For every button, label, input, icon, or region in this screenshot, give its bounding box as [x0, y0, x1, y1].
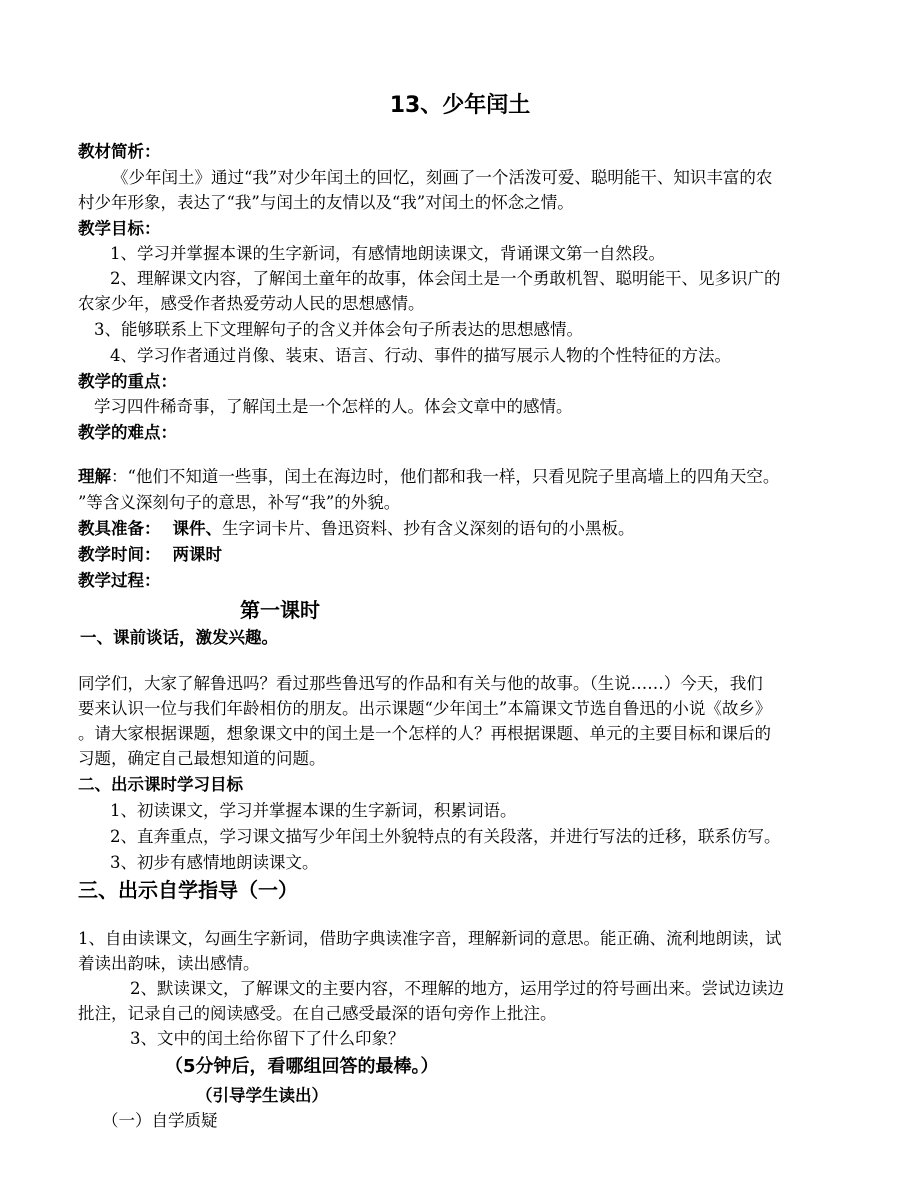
guide-2-line1: 2、默读课文，了解课文的主要内容，不理解的地方，运用学过的符号画出来。尝试边读边 [130, 979, 784, 998]
page-title: 13、少年闰土 [389, 93, 531, 118]
lesson1-heading: 第一课时 [240, 598, 320, 622]
note-guide-students: （引导学生读出） [196, 1086, 328, 1105]
intro-para-line1: 同学们，大家了解鲁迅吗？看过那些鲁迅写的作品和有关与他的故事。（生说……）今天，我们 [78, 674, 763, 693]
time-value: 两课时 [172, 545, 222, 564]
objective-3: 3、初步有感情地朗读课文。 [110, 853, 319, 872]
goals-label: 教学目标： [78, 219, 161, 238]
tools-label: 教具准备： [78, 519, 161, 538]
analysis-label: 教材简析： [78, 142, 161, 161]
tools-rest: 生字词卡片、鲁迅资料、抄有含义深刻的语句的小黑板。 [222, 519, 635, 538]
guide-1-line2: 着读出韵味，读出感情。 [78, 954, 260, 973]
difficulties-line2: ”等含义深刻句子的意思，补写“我”的外貌。 [78, 493, 401, 512]
section1-heading: 一、课前谈话，激发兴趣。 [80, 628, 278, 647]
note-five-minutes: （5分钟后，看哪组回答的最棒。） [165, 1056, 439, 1077]
analysis-text-line1: 《少年闰土》通过“我”对少年闰土的回忆，刻画了一个活泼可爱、聪明能干、知识丰富的农 [112, 168, 773, 187]
goal-1: 1、学习并掌握本课的生字新词，有感情地朗读课文，背诵课文第一自然段。 [110, 244, 665, 263]
tools-line [78, 517, 635, 541]
guide-1-line1: 1、自由读课文，勾画生字新词，借助字典读准字音，理解新词的意思。能正确、流利地朗读，试 [78, 929, 782, 948]
tools-first: 课件、 [172, 519, 222, 538]
time-label: 教学时间： [78, 545, 161, 564]
goal-4: 4、学习作者通过肖像、装束、语言、行动、事件的描写展示人物的个性特征的方法。 [110, 346, 731, 365]
intro-para-line4: 习题，确定自己最想知道的问题。 [78, 749, 326, 768]
guide-2-line2: 批注，记录自己的阅读感受。在自己感受最深的语句旁作上批注。 [78, 1004, 557, 1023]
difficulties-line1 [78, 465, 779, 489]
subsection-self-study: （一）自学质疑 [102, 1111, 218, 1130]
guide-3: 3、文中的闰土给你留下了什么印象？ [130, 1029, 405, 1048]
key-points-label: 教学的重点： [78, 372, 177, 391]
difficulties-text-1: ：“他们不知道一些事，闰土在海边时，他们都和我一样，只看见院子里高墙上的四角天空。 [111, 467, 780, 486]
key-points-text: 学习四件稀奇事，了解闰土是一个怎样的人。体会文章中的感情。 [94, 397, 573, 416]
goal-2-line1: 2、理解课文内容，了解闰土童年的故事，体会闰土是一个勇敢机智、聪明能干、见多识广的 [110, 269, 781, 288]
understand-label: 理解 [78, 467, 111, 486]
section3-heading: 三、出示自学指导（一） [78, 878, 298, 902]
objective-2: 2、直奔重点，学习课文描写少年闰土外貌特点的有关段落，并进行写法的迁移，联系仿写。 [110, 827, 781, 846]
difficulties-label: 教学的难点： [78, 423, 177, 442]
intro-para-line2: 要来认识一位与我们年龄相仿的朋友。出示课题“少年闰土”本篇课文节选自鲁迅的小说《故乡》 [78, 699, 772, 718]
process-label: 教学过程： [78, 571, 161, 590]
goal-2-line2: 农家少年，感受作者热爱劳动人民的思想感情。 [78, 294, 425, 313]
time-line [78, 543, 222, 567]
section2-heading: 二、出示课时学习目标 [78, 775, 243, 794]
analysis-text-line2: 村少年形象，表达了“我”与闰土的友情以及“我”对闰土的怀念之情。 [78, 193, 574, 212]
objective-1: 1、初读课文，学习并掌握本课的生字新词，积累词语。 [110, 801, 517, 820]
intro-para-line3: 。请大家根据课题，想象课文中的闰土是一个怎样的人？再根据课题、单元的主要目标和课后的 [78, 724, 771, 743]
goal-3: 3、能够联系上下文理解句子的含义并体会句子所表达的思想感情。 [94, 320, 583, 339]
